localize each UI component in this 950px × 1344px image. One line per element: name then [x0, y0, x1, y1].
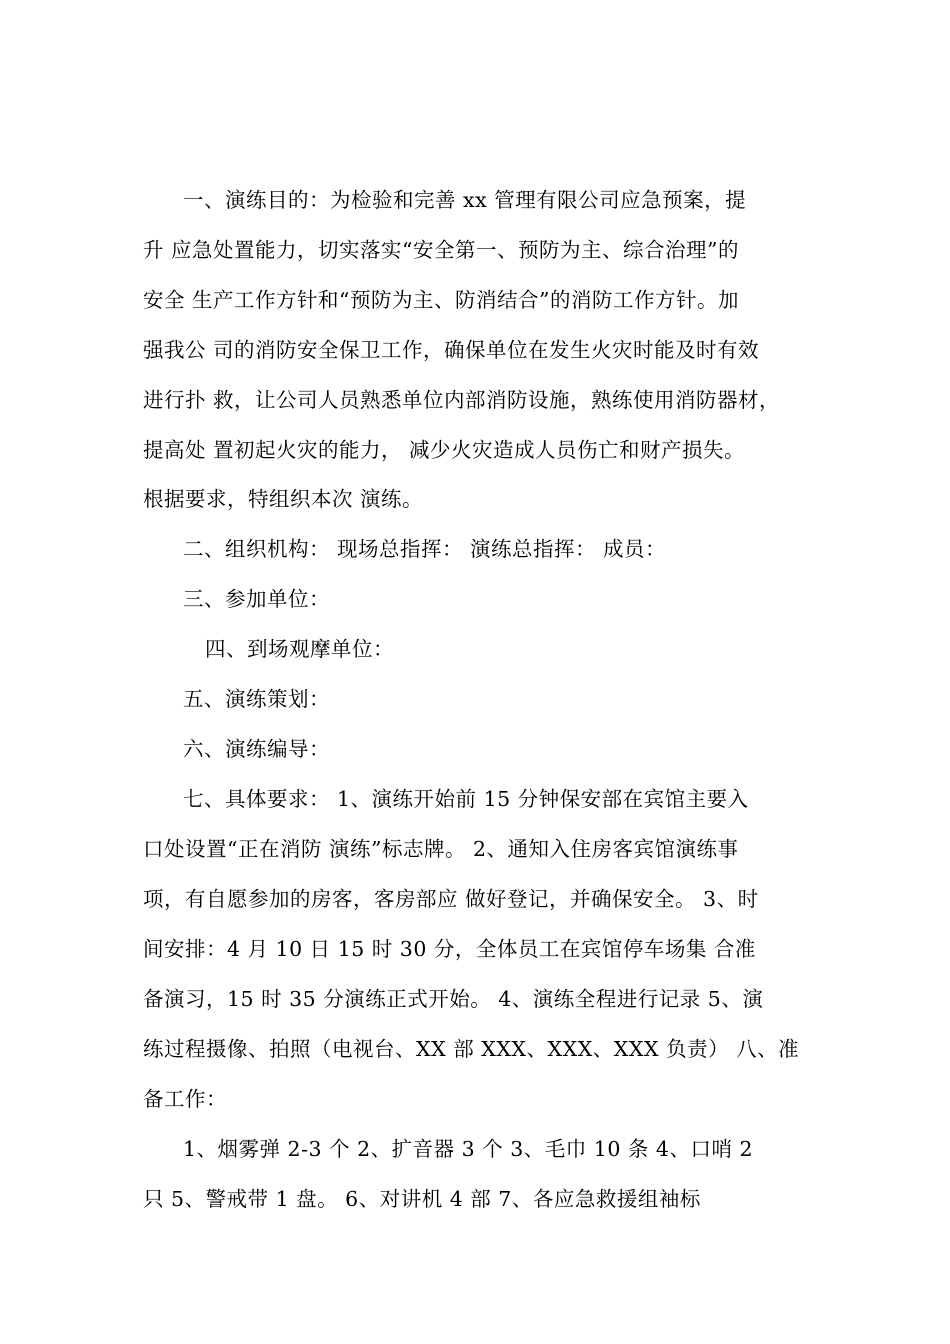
section4-observers: 四、到场观摩单位： [205, 637, 394, 661]
section7-line-1: 七、具体要求： 1、演练开始前 15 分钟保安部在宾馆主要入 [183, 787, 749, 811]
section7-line-3: 项，有自愿参加的房客，客房部应 做好登记，并确保安全。 3、时 [143, 887, 759, 911]
section3-participants: 三、参加单位： [183, 587, 330, 611]
section5-planning: 五、演练策划： [183, 687, 330, 711]
section1-line-6: 提高处 置初起火灾的能力， 减少火灾造成人员伤亡和财产损失。 [143, 438, 746, 462]
section1-line-1: 一、演练目的：为检验和完善 xx 管理有限公司应急预案，提 [183, 188, 747, 212]
section7-line-5: 备演习，15 时 35 分演练正式开始。 4、演练全程进行记录 5、演 [143, 987, 764, 1011]
section8-line-1: 1、烟雾弹 2-3 个 2、扩音器 3 个 3、毛巾 10 条 4、口哨 2 [183, 1137, 754, 1161]
section1-line-5: 进行扑 救，让公司人员熟悉单位内部消防设施，熟练使用消防器材， [143, 388, 781, 412]
section7-line-4: 间安排：4 月 10 日 15 时 30 分，全体员工在宾馆停车场集 合准 [143, 937, 756, 961]
section7-line-7: 备工作： [143, 1087, 227, 1111]
section8-line-2: 只 5、警戒带 1 盘。 6、对讲机 4 部 7、各应急救援组袖标 [143, 1187, 701, 1211]
section7-line-6: 练过程摄像、拍照（电视台、XX 部 XXX、XXX、XXX 负责） 八、准 [143, 1037, 800, 1061]
section2-organization: 二、组织机构： 现场总指挥： 演练总指挥： 成员： [183, 537, 667, 561]
section6-director: 六、演练编导： [183, 737, 330, 761]
section1-line-4: 强我公 司的消防安全保卫工作，确保单位在发生火灾时能及时有效 [143, 338, 760, 362]
section7-line-2: 口处设置“正在消防 演练”标志牌。 2、通知入住房客宾馆演练事 [143, 837, 739, 861]
section1-line-3: 安全 生产工作方针和“预防为主、防消结合”的消防工作方针。加 [143, 288, 739, 312]
section1-line-2: 升 应急处置能力，切实落实“安全第一、预防为主、综合治理”的 [143, 238, 739, 262]
section1-line-7: 根据要求，特组织本次 演练。 [143, 487, 424, 511]
